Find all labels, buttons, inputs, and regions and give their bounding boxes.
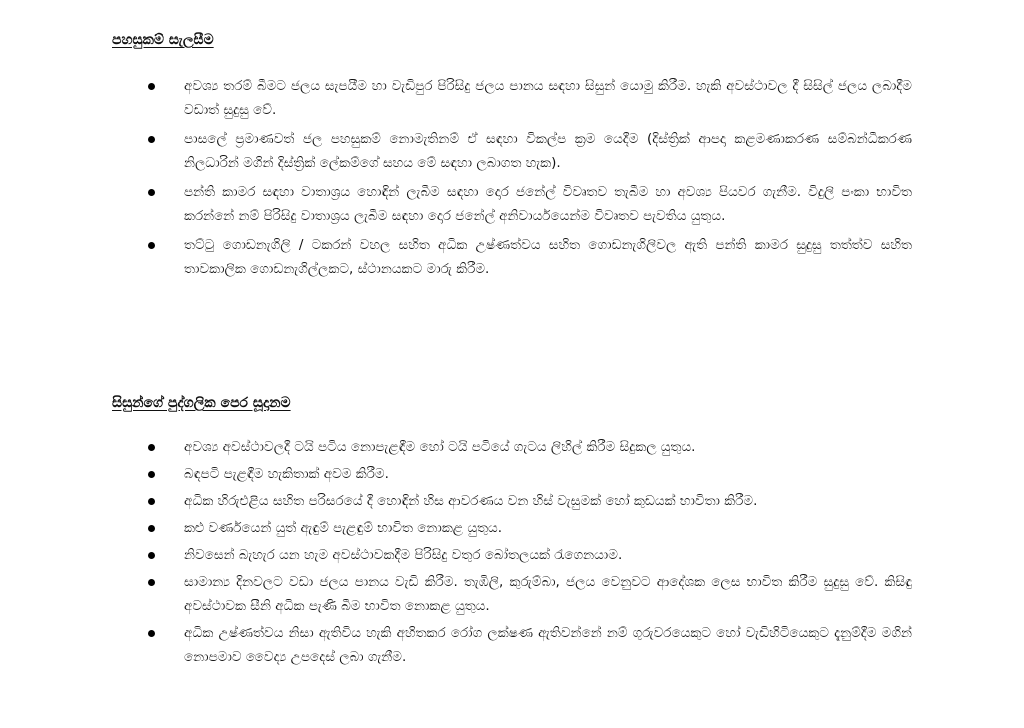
bullet-icon xyxy=(148,242,155,249)
bullet-icon xyxy=(148,630,155,637)
list-item xyxy=(112,489,912,513)
bullet-icon xyxy=(148,579,155,586)
list-item-text: කළු වර්ණයෙන් යුත් ඇඳුම් පැළඳුම් භාවිත නොකළ යුතුය. xyxy=(184,520,503,536)
list-item xyxy=(112,621,912,669)
list-item xyxy=(112,462,912,486)
list-item xyxy=(112,570,912,618)
section-heading: පහසුකම් සැලසීම xyxy=(112,32,214,48)
list-item-text: අවශ්‍ය තරම් බීමට ජලය සැපයීම හා වැඩිපුර පිරිසිදු ජලය පානය සඳහා සිසුන් යොමු කිරීම. හැකි අවස්ථාවල දී සිසිල් ජලය ලබාදීම වඩාත් සුදුසු වේ. xyxy=(184,78,912,118)
bullet-icon xyxy=(148,525,155,532)
list-item-text: අධික උෂ්ණත්වය නිසා ඇතිවිය හැකි අහිතකර රෝග ලක්ෂණ ඇතිවන්නේ නම් ගුරුවරයෙකුට හෝ වැඩිහිටියෙකුට දැනුම්දීම මගින් නොපමාව වෛද්‍ය උපදෙස් ලබා ගැනීම. xyxy=(184,625,912,665)
section-facilities xyxy=(112,30,912,286)
bullet-icon xyxy=(148,136,155,143)
bullet-icon xyxy=(148,552,155,559)
bullet-icon xyxy=(148,498,155,505)
bullet-icon xyxy=(148,83,155,90)
list-item-text: පාසලේ ප්‍රමාණවත් ජල පහසුකම් නොමැතිනම් ඒ සඳහා විකල්ප ක්‍රම යෙදීම (දිස්ත්‍රික් ආපදා කළමණාකරණ සම්බන්ධීකරණ නිලධාරින් මගින් දිස්ත්‍රික් ලේකම්ගේ සහය මේ සඳහා ලබාගත හැක). xyxy=(184,131,912,171)
list-item-text: සාමාන්‍ය දිනවලට වඩා ජලය පානය වැඩි කිරීම. තැඹිලි, කුරුම්බා, ජලය වෙනුවට ආදේශක ලෙස භාවිත කිරීම සුදුසු වේ. කිසිඳු අවස්ථාවක සීනි අධික පැණි බීම භාවිත නොකළ යුතුය. xyxy=(184,574,912,614)
list-item xyxy=(112,435,912,459)
bullet-icon xyxy=(148,444,155,451)
list-item-text: අවශ්‍ය අවස්ථාවලදී ටයි පටිය නොපැළඳීම හෝ ටයි පටියේ ගැටය ලිහිල් කිරීම සිදුකල යුතුය. xyxy=(184,439,696,455)
list-item xyxy=(112,74,912,122)
list-item xyxy=(112,180,912,228)
list-item xyxy=(112,543,912,567)
list-item-text: අධික හිරුඑළිය සහිත පරිසරයේ දී හොඳින් හිස ආවරණය වන හිස් වැසුමක් හෝ කුඩයක් භාවිතා කිරීම. xyxy=(184,493,758,509)
bullet-icon xyxy=(148,471,155,478)
bullet-list xyxy=(112,74,912,281)
list-item-text: තට්ටු ගොඩනැගිලි / ටකරන් වහල සහිත අධික උෂ්ණත්වය සහිත ගොඩනැගිලිවල ඇති පන්ති කාමර සුදුසු තත්ත්ව සහිත තාවකාලික ගොඩනැගිල්ලකට, ස්ථානයකට මාරු කිරීම. xyxy=(184,237,912,277)
list-item-text: පන්ති කාමර සඳහා වාතාශ්‍රය හොඳින් ලැබීම සඳහා දොර ජනේල් විවෘතව තැබීම හා අවශ්‍ය පියවර ගැනීම. විදුලි පංකා භාවිත කරන්නේ නම් පිරිසිදු වාතාශ්‍රය ලැබීම සඳහා දොර ජනේල් අනිවාර්යයෙන්ම විවෘතව පැවතිය යුතුය. xyxy=(184,184,912,224)
list-item xyxy=(112,233,912,281)
list-item xyxy=(112,516,912,540)
bullet-icon xyxy=(148,189,155,196)
section-heading: සිසුන්ගේ පුද්ගලික පෙර සූදානම xyxy=(112,395,291,411)
section-personal-preparation xyxy=(112,393,912,672)
list-item-text: බඳපටි පැළඳීම හැකිතාක් අවම කිරීම. xyxy=(184,466,389,482)
list-item-text: නිවසෙන් බැහැර යන හැම අවස්ථාවකදීම පිරිසිදු වතුර බෝතලයක් රැගෙනයාම. xyxy=(184,547,623,563)
list-item xyxy=(112,127,912,175)
bullet-list xyxy=(112,435,912,669)
